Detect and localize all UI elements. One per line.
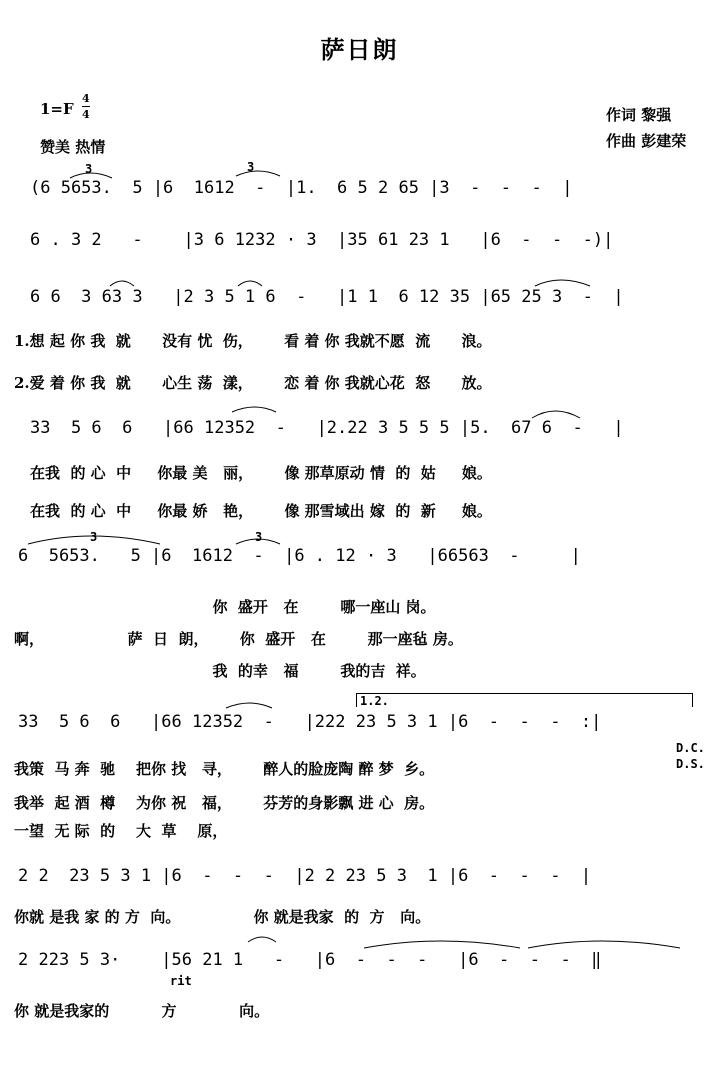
lyricist-credit: 作词 黎强 [606, 106, 672, 124]
notation-line-7: 2 2 23 5 3 1 |6 - - - |2 2 23 5 3 1 |6 - - - | [18, 866, 592, 886]
triplet-mark: 3 [255, 530, 263, 544]
slur [226, 703, 272, 708]
dacapo-mark: D.C. [676, 741, 705, 755]
key-signature: 1=F [40, 100, 74, 118]
slur [28, 536, 160, 544]
lyric-line: 我 的幸 福 我的吉 祥。 [14, 662, 426, 680]
lyric-line: 1.想 起 你 我 就 没有 忧 伤， 看 着 你 我就不愿 流 浪。 [14, 332, 492, 350]
lyric-line: 你 盛开 在 哪一座山 岗。 [14, 598, 436, 616]
slur [238, 281, 262, 286]
triplet-mark: 3 [90, 530, 98, 544]
lyric-line: 在我 的 心 中 你最 娇 艳， 像 那雪域出 嫁 的 新 娘。 [30, 502, 492, 520]
lyric-line: 我策 马 奔 驰 把你 找 寻， 醉人的脸庞陶 醉 梦 乡。 [14, 760, 435, 778]
slur [232, 407, 276, 412]
slur [364, 941, 520, 948]
slur [535, 280, 590, 286]
tempo-marking: 赞美 热情 [40, 138, 106, 156]
lyric-line: 啊， 萨 日 朗， 你 盛开 在 那一座毡 房。 [14, 630, 463, 648]
slur [70, 173, 112, 178]
notation-line-2: 6 . 3 2 - |3 6 1232 · 3 |35 61 23 1 |6 - - -)| [30, 230, 614, 250]
notation-line-6: 33 5 6 6 |66 12352 - |222 23 5 3 1 |6 - - - :| [18, 712, 602, 732]
notation-line-8: 2 223 5 3· |56 21 1 - |6 - - - |6 - - - ‖ [18, 950, 602, 970]
composer-credit: 作曲 彭建荣 [606, 132, 687, 150]
notation-line-1: (6 5653. 5 |6 1612 - |1. 6 5 2 65 |3 - - - | [30, 178, 573, 198]
notation-line-3: 6 6 3 63 3 |2 3 5 1 6 - |1 1 6 12 35 |65 25 3 - | [30, 287, 624, 307]
slur [236, 539, 280, 544]
lyric-line: 在我 的 心 中 你最 美 丽， 像 那草原动 情 的 姑 娘。 [30, 464, 492, 482]
volta-bracket-label: 1.2. [360, 694, 389, 708]
time-signature-denominator: 4 [82, 108, 90, 121]
dalsegno-mark: D.S. [676, 757, 705, 771]
lyric-line: 一望 无 际 的 大 草 原， [14, 822, 228, 840]
slur [248, 937, 276, 942]
slur [110, 281, 134, 286]
slur [236, 171, 280, 176]
triplet-mark: 3 [85, 162, 93, 176]
slur [528, 941, 680, 948]
page-title: 萨日朗 [320, 35, 399, 64]
notation-line-4: 33 5 6 6 |66 12352 - |2.22 3 5 5 5 |5. 67 6 - | [30, 418, 624, 438]
ritardando-mark: rit [170, 974, 192, 988]
slur [532, 411, 580, 418]
triplet-mark: 3 [247, 160, 255, 174]
notation-line-5: 6 5653. 5 |6 1612 - |6 . 12 · 3 |66563 - | [18, 546, 581, 566]
lyric-line: 我举 起 酒 樽 为你 祝 福， 芬芳的身影飘 进 心 房。 [14, 794, 435, 812]
time-signature-numerator: 4 [82, 92, 90, 105]
lyric-line: 2.爱 着 你 我 就 心生 荡 漾， 恋 着 你 我就心花 怒 放。 [14, 374, 492, 392]
lyric-line: 你 就是我家的 方 向。 [14, 1002, 270, 1020]
lyric-line: 你就 是我 家 的 方 向。 你 就是我家 的 方 向。 [14, 908, 431, 926]
